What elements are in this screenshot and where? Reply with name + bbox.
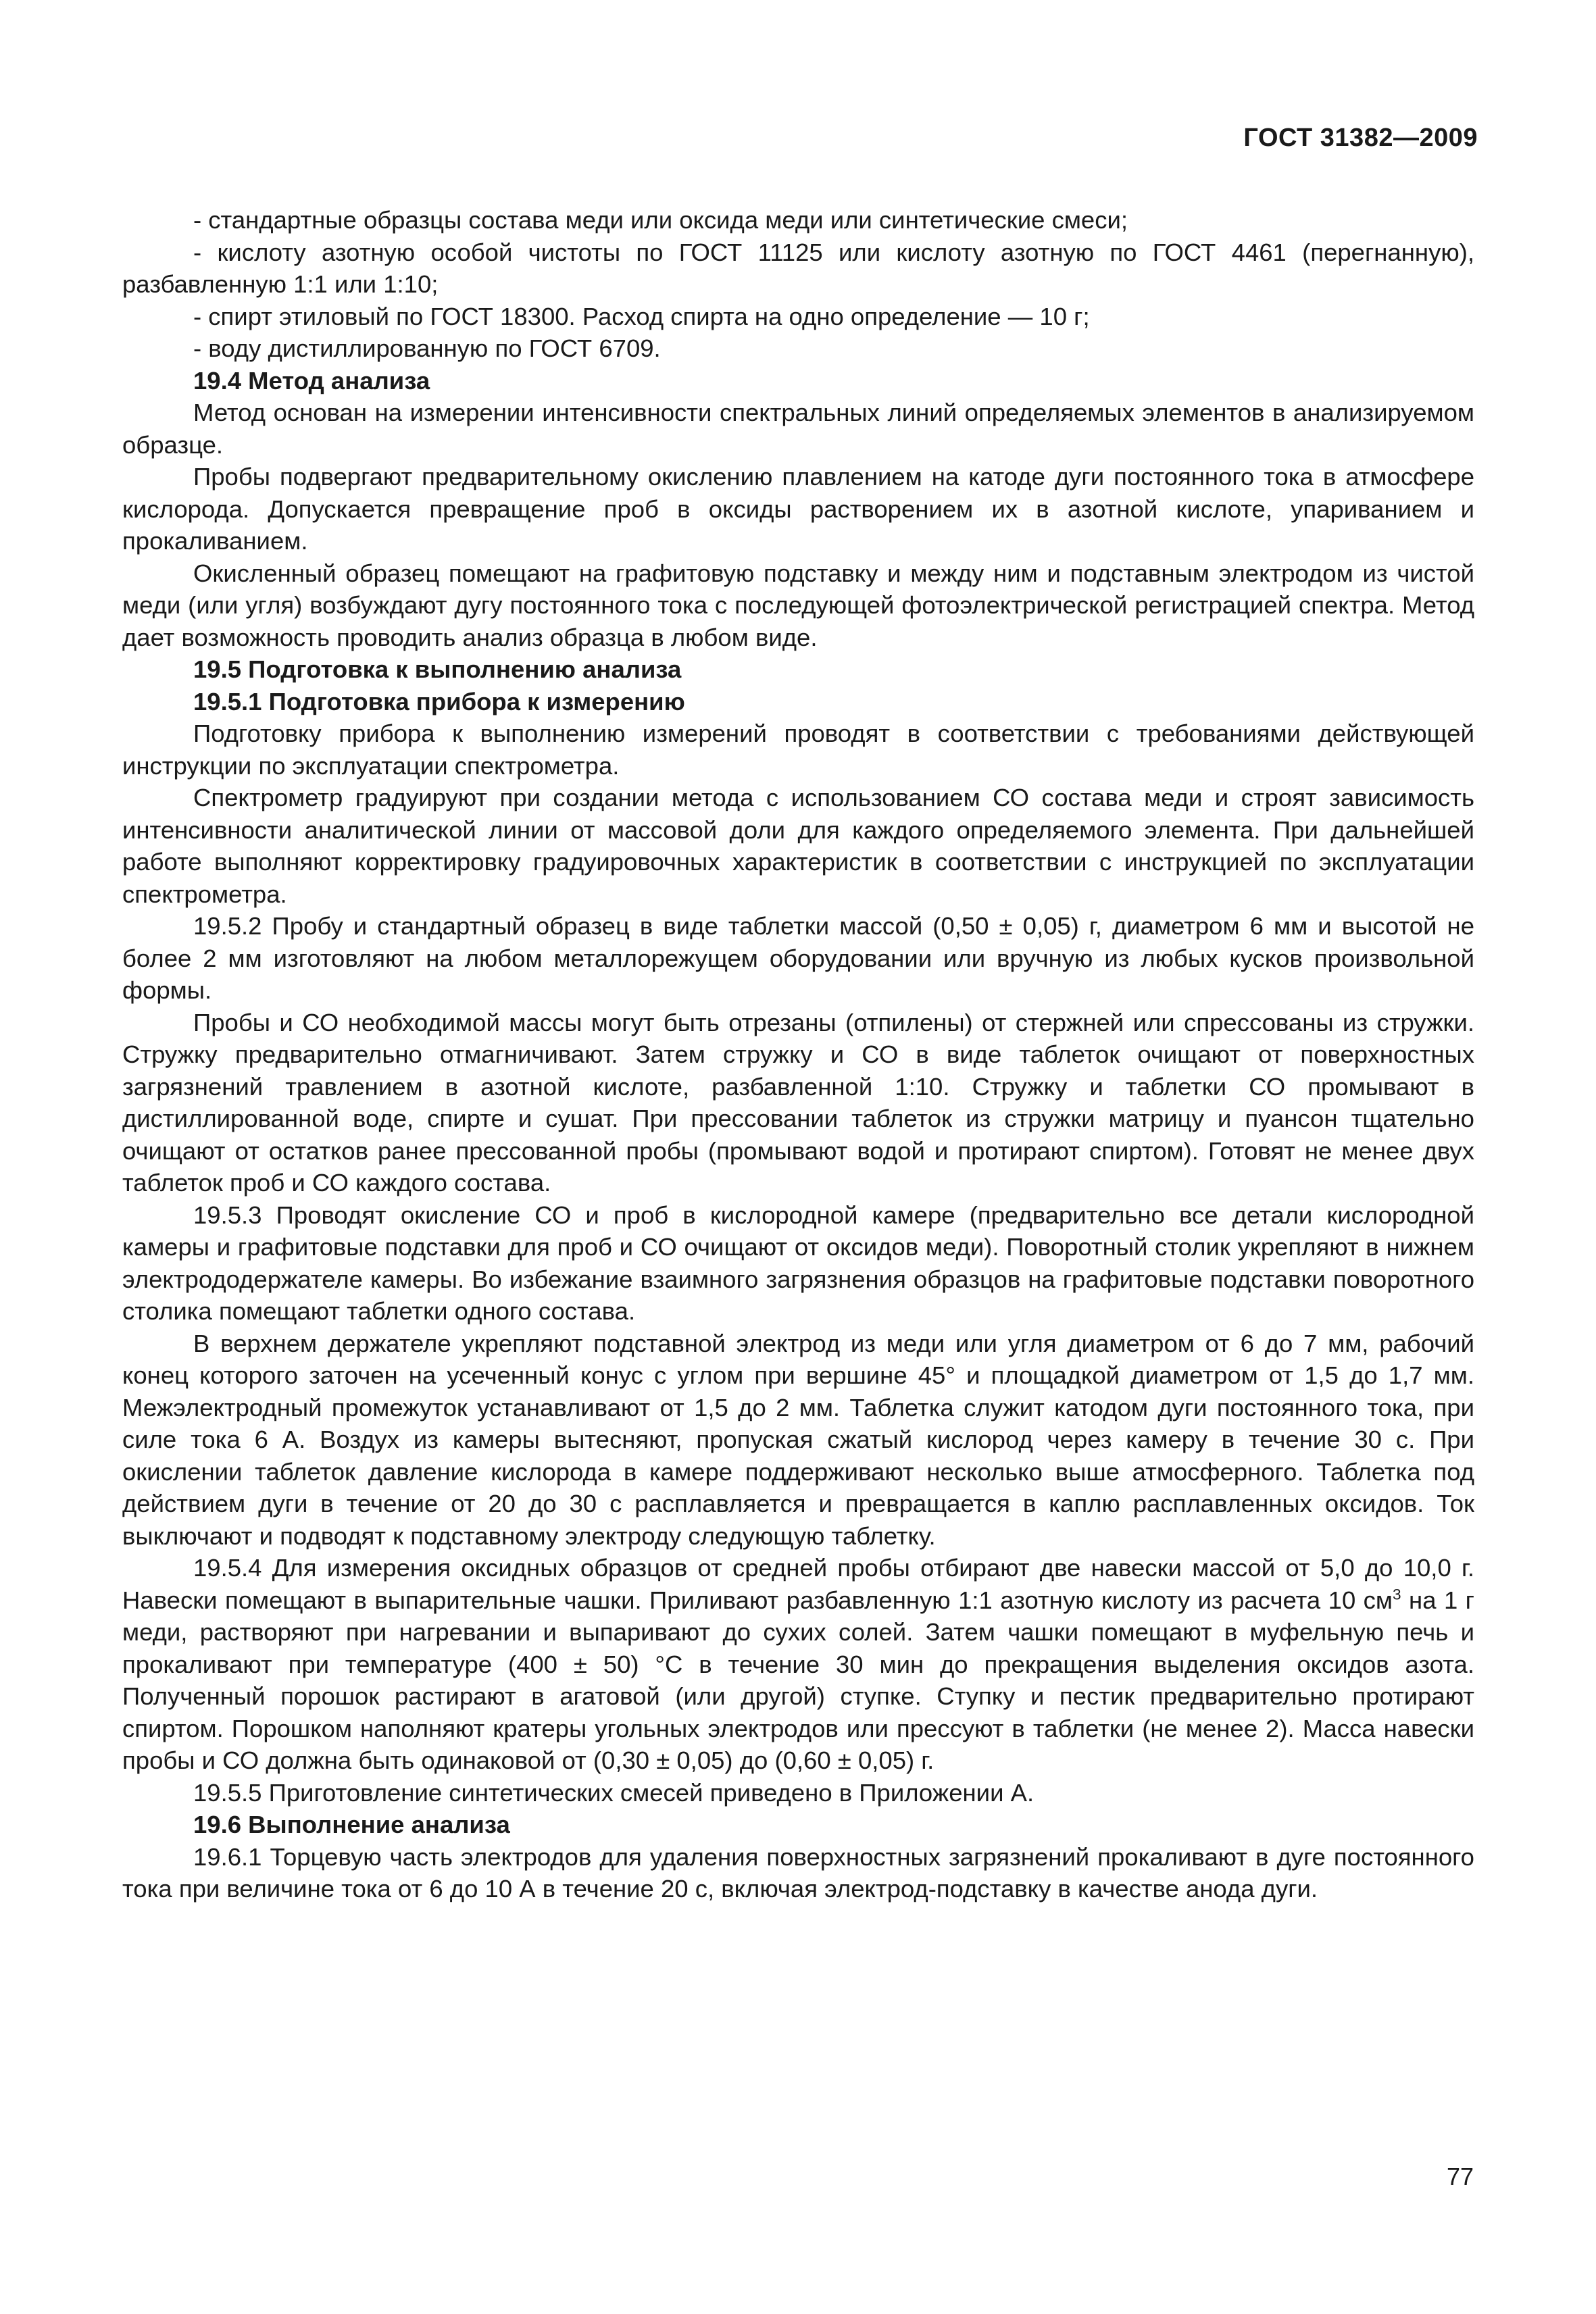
section-heading-19-5-1: 19.5.1 Подготовка прибора к измерению [193, 687, 685, 715]
section-heading-19-5: 19.5 Подготовка к выполнению анализа [193, 655, 682, 683]
list-item-ethyl-alcohol: - спирт этиловый по ГОСТ 18300. Расход спирта на одно определение — 10 г; [193, 302, 1090, 330]
paragraph: Подготовку прибора к выполнению измерений проводят в соответствии с требованиями действующей инструкции по эксплуатации спектрометра. [122, 720, 1474, 780]
paragraph-19-5-5: 19.5.5 Приготовление синтетических смесей приведено в Приложении А. [193, 1778, 1034, 1807]
document-code-header: ГОСТ 31382—2009 [1243, 124, 1478, 152]
paragraph: Окисленный образец помещают на графитовую подставку и между ним и подставным электродом из чистой меди (или угля) возбуждают дугу постоянного тока с последующей фотоэлектрической регистрацией спектра. Метод дает возможность проводить анализ образца в любом виде. [122, 559, 1474, 651]
paragraph-19-6-1: 19.6.1 Торцевую часть электродов для удаления поверхностных загрязнений прокаливают в дуге постоянного тока при величине тока от 6 до 10 А в течение 20 с, включая электрод-подставку в качестве анода дуги. [122, 1842, 1474, 1903]
paragraph: Пробы и СО необходимой массы могут быть отрезаны (отпилены) от стержней или спрессованы из стружки. Стружку предварительно отмагничивают. Затем стружку и СО в виде таблеток очищают от поверхностных загрязнений травлением в азотной кислоте, разбавленной 1:10. Стружку и таблетки СО промывают в дистиллированной воде, спирте и сушат. При прессовании таблеток из стружки матрицу и пуансон тщательно очищают от остатков ранее прессованной пробы (промывают водой и протирают спиртом). Готовят не менее двух таблеток проб и СО каждого состава. [122, 1008, 1474, 1197]
paragraph: Пробы подвергают предварительному окислению плавлением на катоде дуги постоянного тока в атмосфере кислорода. Допускается превращение проб в оксиды растворением их в азотной кислоте, упариванием и прокаливанием. [122, 463, 1474, 555]
list-item-standard-samples: - стандартные образцы состава меди или оксида меди или синтетические смеси; [193, 206, 1128, 234]
section-heading-19-6: 19.6 Выполнение анализа [193, 1811, 510, 1838]
page-number: 77 [1446, 2163, 1474, 2190]
paragraph-text: на 1 г меди, растворяют при нагревании и выпаривают до сухих солей. Затем чашки помещают в муфельную печь и прокаливают при температуре (400 ± 50) °С в течение 30 мин до прекращения выделения оксидов азота. Полученный порошок растирают в агатовой (или другой) ступке. Ступку и пестик предварительно протирают спиртом. Порошком наполняют кратеры угольных электродов или прессуют в таблетки (не менее 2). Масса навески пробы и СО должна быть одинаковой от (0,30 ± 0,05) до (0,60 ± 0,05) г. [122, 1586, 1474, 1774]
superscript: 3 [1393, 1585, 1401, 1603]
paragraph: В верхнем держателе укрепляют подставной электрод из меди или угля диаметром от 6 до 7 мм, рабочий конец которого заточен на усеченный конус с углом при вершине 45° и площадкой диаметром от 1,5 до 1,7 мм. Межэлектродный промежуток устанавливают от 1,5 до 2 мм. Таблетка служит катодом дуги постоянного тока, при силе тока 6 А. Воздух из камеры вытесняют, пропуская сжатый кислород через камеру в течение 30 с. При окислении таблеток давление кислорода в камере поддерживают несколько выше атмосферного. Таблетка под действием дуги в течение от 20 до 30 с расплавляется и превращается в каплю расплавленных оксидов. Ток выключают и подводят к подставному электроду следующую таблетку. [122, 1329, 1474, 1550]
paragraph: Спектрометр градуируют при создании метода с использованием СО состава меди и строят зависимость интенсивности аналитической линии от массовой доли для каждого определяемого элемента. При дальнейшей работе выполняют корректировку градуировочных характеристик в соответствии с инструкцией по эксплуатации спектрометра. [122, 784, 1474, 908]
list-item-distilled-water: - воду дистиллированную по ГОСТ 6709. [193, 334, 661, 362]
paragraph-19-5-2: 19.5.2 Пробу и стандартный образец в виде таблетки массой (0,50 ± 0,05) г, диаметром 6 мм и высотой не более 2 мм изготовляют на любом металлорежущем оборудовании или вручную из любых кусков произвольной формы. [122, 912, 1474, 1004]
paragraph-text: 19.5.4 Для измерения оксидных образцов от средней пробы отбирают две навески массой от 5,0 до 10,0 г. Навески помещают в выпарительные чашки. Приливают разбавленную 1:1 азотную кислоту из расчета 10 см [122, 1554, 1474, 1614]
paragraph: Метод основан на измерении интенсивности спектральных линий определяемых элементов в анализируемом образце. [122, 399, 1474, 459]
paragraph-19-5-4 [122, 1552, 1474, 1777]
list-item-nitric-acid: - кислоту азотную особой чистоты по ГОСТ 11125 или кислоту азотную по ГОСТ 4461 (перегнанную), разбавленную 1:1 или 1:10; [122, 238, 1474, 298]
document-body [122, 204, 1474, 1905]
section-heading-19-4: 19.4 Метод анализа [193, 366, 430, 395]
paragraph-19-5-3: 19.5.3 Проводят окисление СО и проб в кислородной камере (предварительно все детали кислородной камеры и графитовые подставки для проб и СО очищают от оксидов меди). Поворотный столик укрепляют в нижнем электрододержателе камеры. Во избежание взаимного загрязнения образцов на графитовые подставки поворотного столика помещают таблетки одного состава. [122, 1201, 1474, 1325]
